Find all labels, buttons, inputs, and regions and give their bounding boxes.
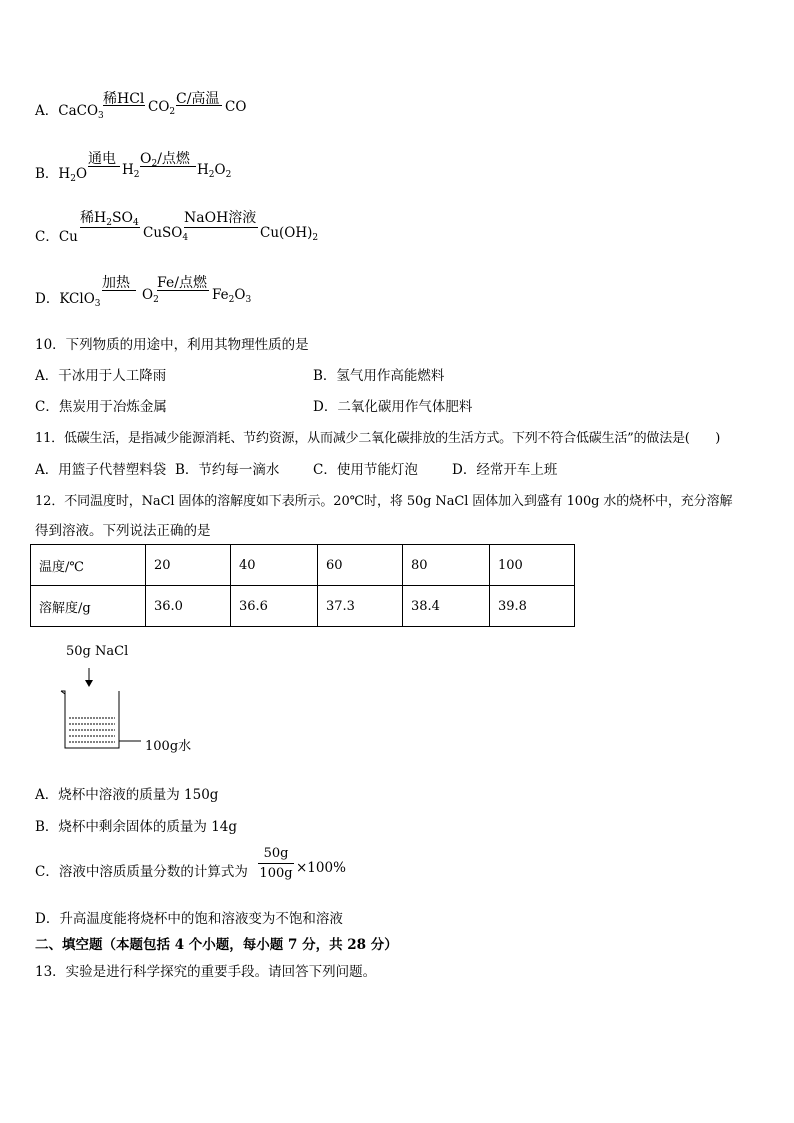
question-12-stem: 12．不同温度时，NaCl 固体的溶解度如下表所示。20℃时，将 50g NaCl 固体加入到盛有 100g 水的烧杯中，充分溶解 [35,494,733,509]
reaction-condition: $O_2/$点燃 [140,151,190,169]
section-heading: 二、填空题（本题包括 4 个小题，每小题 7 分，共 28 分） [35,937,398,953]
table-cell: 37.3 [318,586,403,627]
q12-option-a: A．烧杯中溶液的质量为 150g [35,787,219,803]
table-cell: 温度/℃ [31,545,146,586]
reaction-condition: 通电 [88,151,116,167]
formula: CaCO [58,103,99,119]
formula: $Fe_2O_3$ [212,287,252,305]
fraction-denominator: 100g [259,866,293,881]
table-cell: 20 [146,545,231,586]
table-cell: 60 [318,545,403,586]
question-10-stem: 10．下列物质的用途中，利用其物理性质的是 [35,337,309,353]
reaction-arrow [176,88,222,108]
reaction-condition: NaOH溶液 [184,210,257,226]
table-cell: 100 [490,545,575,586]
reaction-arrow [103,88,145,108]
formula: CuSO$_4$ [143,225,189,243]
option-a [35,99,104,121]
table-cell: 36.0 [146,586,231,627]
table-cell: 38.4 [403,586,490,627]
reaction-arrow [102,272,136,292]
option-label: A． [35,103,59,119]
table-row [31,586,575,627]
option-c: C．Cu [35,229,78,245]
reaction-condition: Fe/点燃 [157,275,207,291]
formula: $H_2$ [122,162,140,180]
q10-option-b: B．氢气用作高能燃料 [313,368,445,384]
table-row [31,545,575,586]
fraction-numerator: 50g [263,846,289,861]
figure-label-nacl: 50g NaCl [66,644,129,659]
q12-option-c: C．溶液中溶质质量分数的计算式为 [35,864,248,880]
question-12-stem-cont: 得到溶液。下列说法正确的是 [35,523,211,539]
table-cell: 溶解度/g [31,586,146,627]
question-11-stem: 11．低碳生活，是指减少能源消耗、节约资源，从而减少二氧化碳排放的生活方式。下列不符合低碳生活”的做法是( ) [35,431,721,446]
reaction-arrow [157,272,209,292]
solubility-table [30,544,575,627]
q10-option-c: C．焦炭用于冶炼金属 [35,399,167,415]
fraction [258,846,294,881]
reaction-arrow [88,148,120,168]
formula: $H_2O_2$ [197,162,232,180]
reaction-arrow [140,148,196,168]
q11-option-a: A．用篮子代替塑料袋 [35,462,167,478]
reaction-condition: 稀$H_2SO_4$ [80,210,139,228]
q11-option-c: C．使用节能灯泡 [313,462,418,478]
subscript: 3 [98,111,104,121]
table-cell: 36.6 [231,586,318,627]
reaction-condition: 加热 [102,275,130,291]
q10-option-d: D．二氧化碳用作气体肥料 [313,399,473,415]
q12-option-d: D．升高温度能将烧杯中的饱和溶液变为不饱和溶液 [35,911,343,927]
option-b: B．$H_2O$ [35,166,88,184]
reaction-arrow [184,207,258,229]
figure-label-water: 100g水 [145,739,192,754]
formula: $CO_2$ [148,99,176,117]
reaction-arrow [80,207,140,229]
reaction-condition: C/高温 [176,91,220,107]
table-cell: 80 [403,545,490,586]
q12-option-c-tail: ×100% [296,860,346,876]
formula: $Cu(OH)_2$ [260,225,319,243]
q11-option-b: B．节约每一滴水 [175,462,280,478]
q11-option-d: D．经常开车上班 [452,462,558,478]
table-cell: 40 [231,545,318,586]
reaction-condition: 稀HCl [103,91,145,107]
question-13-stem: 13．实验是进行科学探究的重要手段。请回答下列问题。 [35,964,377,980]
formula: CO [225,99,247,115]
q12-option-b: B．烧杯中剩余固体的质量为 14g [35,819,238,835]
table-cell: 39.8 [490,586,575,627]
q10-option-a: A．干冰用于人工降雨 [35,368,167,384]
option-d: D．KClO$_3$ [35,291,101,309]
formula: $O_2$ [142,287,159,305]
